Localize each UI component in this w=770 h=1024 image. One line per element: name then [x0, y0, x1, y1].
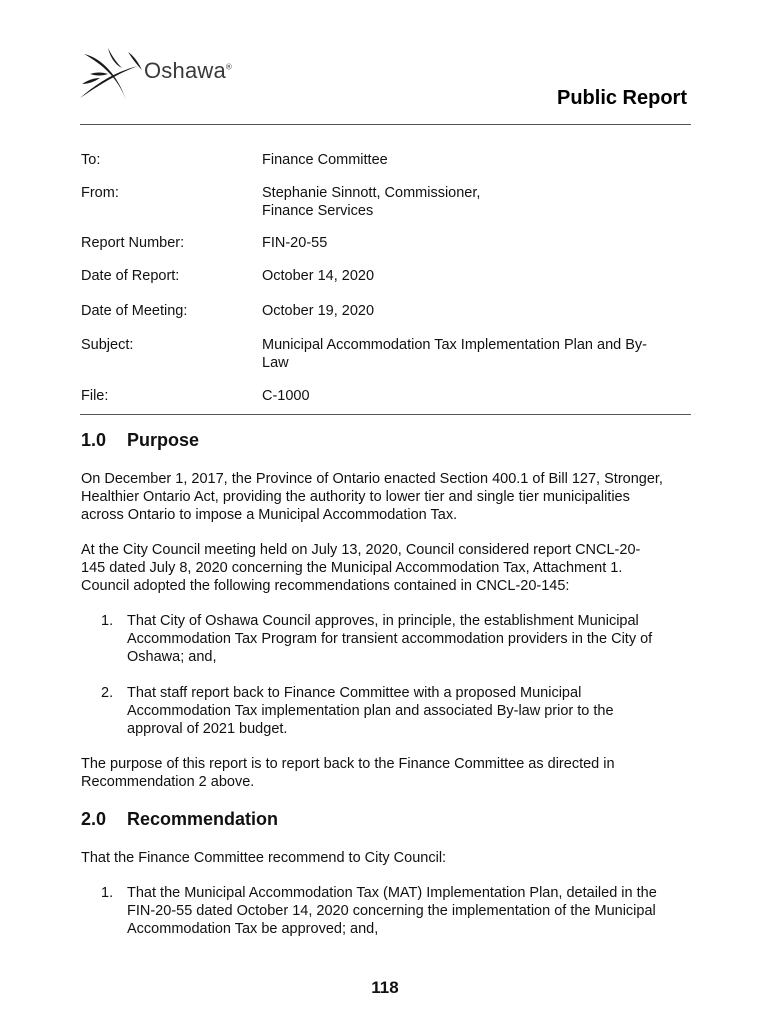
meta-label: To: [81, 152, 101, 168]
oshawa-logo [78, 44, 258, 104]
paragraph: That the Finance Committee recommend to City Council: [81, 850, 447, 866]
list-item: 1. That the Municipal Accommodation Tax (MAT) Implementation Plan, detailed in the FIN-20-55 dated October 14, 2020 concerning the implementation of the Municipal Accommodation Tax be approved; and, [101, 885, 657, 937]
meta-value: October 14, 2020 [262, 268, 375, 284]
meta-label: From: [81, 185, 119, 201]
registered-mark: ® [225, 62, 233, 72]
section-heading-purpose [81, 428, 693, 452]
section-number: 1.0 [81, 430, 107, 450]
meta-value: Stephanie Sinnott, Commissioner, Finance Services [262, 185, 481, 219]
page-number: 118 [371, 978, 399, 997]
meta-value: October 19, 2020 [262, 303, 375, 319]
list-item: 2. That staff report back to Finance Committee with a proposed Municipal Accommodation Tax implementation plan and associated By-law prior to the approval of 2021 budget. [101, 685, 614, 737]
meta-label: Subject: [81, 337, 134, 353]
list-item: 1. That City of Oshawa Council approves, in principle, the establishment Municipal Accommodation Tax Program for transient accommodation providers in the City of Oshawa; and, [101, 613, 653, 665]
section-title: Purpose [127, 430, 200, 450]
meta-value: Municipal Accommodation Tax Implementation Plan and By- Law [262, 337, 647, 371]
logo-text: Oshawa [144, 58, 226, 83]
meta-row-to [81, 151, 691, 184]
numbered-list [81, 612, 693, 738]
meta-label: File: [81, 388, 109, 404]
numbered-list [81, 884, 693, 938]
header-divider [80, 124, 691, 125]
meta-value: Finance Committee [262, 152, 388, 168]
meta-row-date-of-report [81, 267, 691, 302]
paragraph: On December 1, 2017, the Province of Ontario enacted Section 400.1 of Bill 127, Stronger, Healthier Ontario Act, providing the authority to lower tier and single tier municipalities across Ontario to impose a Municipal Accommodation Tax. [81, 471, 663, 523]
oshawa-logo-mark-icon [78, 44, 148, 104]
paragraph: The purpose of this report is to report back to the Finance Committee as directed in Recommendation 2 above. [81, 756, 615, 790]
section-title: Recommendation [127, 809, 279, 829]
meta-label: Date of Meeting: [81, 303, 188, 319]
section-heading-recommendation [81, 807, 693, 831]
meta-row-from [81, 184, 691, 234]
paragraph: At the City Council meeting held on July 13, 2020, Council considered report CNCL-20- 145 dated July 8, 2020 concerning the Municipal Accommodation Tax, Attachment 1. Council adopted the following recommendations contained in CNCL-20-145: [81, 542, 641, 594]
meta-label: Date of Report: [81, 268, 180, 284]
meta-row-file [81, 387, 691, 409]
metadata-divider [80, 414, 691, 415]
report-body [81, 428, 693, 938]
report-type-title: Public Report [556, 87, 687, 109]
meta-value: C-1000 [262, 388, 310, 404]
meta-value: FIN-20-55 [262, 235, 328, 251]
logo-wordmark [144, 58, 232, 84]
meta-label: Report Number: [81, 235, 185, 251]
meta-row-report-number [81, 234, 691, 267]
meta-row-date-of-meeting [81, 302, 691, 336]
section-number: 2.0 [81, 809, 107, 829]
report-metadata [81, 151, 691, 409]
meta-row-subject [81, 336, 691, 387]
